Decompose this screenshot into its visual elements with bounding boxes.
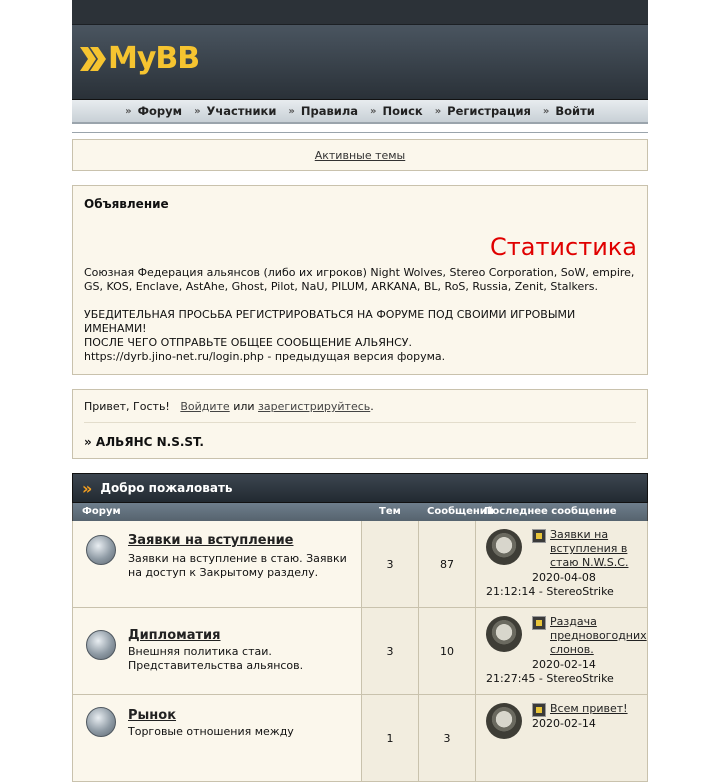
nav-label: Форум	[137, 104, 183, 118]
nav-arrow-icon: »	[125, 105, 132, 117]
forum-info-cell	[73, 521, 362, 607]
statistics-heading: Статистика	[490, 233, 637, 261]
nav-item-members[interactable]	[194, 104, 276, 118]
header	[72, 25, 648, 100]
announcement-text	[84, 266, 640, 364]
login-link[interactable]: Войдите	[180, 400, 230, 413]
category-arrow-icon: »	[82, 478, 93, 498]
col-threads: Тем	[379, 506, 401, 517]
last-post-icon	[532, 703, 546, 717]
forum-status-icon	[86, 535, 116, 565]
last-post-date: 2020-02-14	[532, 717, 596, 730]
forum-status-icon	[86, 630, 116, 660]
announcement-line: Союзная Федерация альянсов (либо их игроков) Night Wolves, Stereo Corporation, SoW, empire, GS, KOS, Enclave, AstAhe, Ghost, Pilot, NaU, PILUM, ARKANA, BL, RoS, Russia, Zenit, Stalkers.	[84, 266, 635, 293]
nav-item-register[interactable]	[435, 104, 531, 118]
forum-info-cell	[73, 695, 362, 781]
nav-label: Войти	[555, 104, 595, 118]
nav-arrow-icon: »	[542, 105, 550, 117]
last-post-icon	[532, 616, 546, 630]
greeting-text: Привет, Гость!	[84, 400, 170, 413]
breadcrumb[interactable]: » АЛЬЯНС N.S.ST.	[84, 435, 204, 449]
logo[interactable]	[80, 41, 199, 76]
last-post-cell	[476, 695, 647, 781]
nav-label: Участники	[206, 104, 277, 118]
thread-count: 3	[362, 521, 419, 607]
forum-row	[72, 695, 648, 782]
last-post-date: 2020-04-08	[532, 571, 596, 584]
announcement-title: Объявление	[84, 197, 169, 211]
nav-arrow-icon: »	[434, 105, 442, 117]
register-link[interactable]: зарегистрируйтесь	[258, 400, 371, 413]
nav-item-search[interactable]	[370, 104, 423, 118]
last-post-cell	[476, 521, 647, 607]
forum-title-link[interactable]: Заявки на вступление	[128, 533, 294, 548]
forum-row	[72, 608, 648, 695]
nav-item-login[interactable]	[543, 104, 595, 118]
avatar[interactable]	[486, 616, 522, 652]
logo-chevrons-icon	[80, 45, 106, 73]
avatar[interactable]	[486, 529, 522, 565]
main-nav	[72, 100, 648, 124]
forum-title-link[interactable]: Рынок	[128, 708, 177, 723]
nav-label: Правила	[300, 104, 359, 118]
col-posts: Сообщений	[427, 506, 494, 517]
nav-arrow-icon: »	[194, 105, 201, 117]
thread-count: 1	[362, 695, 419, 781]
divider	[84, 422, 636, 423]
logo-text: MyBB	[108, 41, 200, 76]
last-post-link[interactable]: Заявки на вступления в стаю N.W.S.C.	[550, 528, 629, 569]
last-post-cell	[476, 608, 647, 694]
announcement-box	[72, 185, 648, 375]
nav-item-forum[interactable]	[125, 104, 182, 118]
last-post-time: 21:12:14 - StereoStrike	[486, 585, 614, 598]
nav-label: Регистрация	[447, 104, 531, 118]
forum-info-cell	[73, 608, 362, 694]
last-post-link[interactable]: Раздача предновогодних слонов.	[550, 615, 647, 656]
forum-status-icon	[86, 707, 116, 737]
nav-item-rules[interactable]	[288, 104, 358, 118]
announcement-line: ПОСЛЕ ЧЕГО ОТПРАВЬТЕ ОБЩЕЕ СООБЩЕНИЕ АЛЬЯНСУ.	[84, 336, 412, 349]
welcome-box	[72, 389, 648, 459]
category-header[interactable]	[72, 473, 648, 503]
nav-arrow-icon: »	[370, 105, 377, 117]
forum-description: Заявки на вступление в стаю. Заявки на доступ к Закрытому разделу.	[128, 552, 347, 579]
nav-divider	[72, 124, 648, 133]
avatar[interactable]	[486, 703, 522, 739]
greeting-or: или	[233, 400, 255, 413]
col-forum: Форум	[82, 506, 121, 517]
category-title: Добро пожаловать	[100, 481, 233, 495]
last-post-link[interactable]: Всем привет!	[550, 702, 628, 715]
forum-description: Внешняя политика стаи. Представительства альянсов.	[128, 645, 304, 672]
nav-arrow-icon: »	[288, 105, 295, 117]
top-bar	[72, 0, 648, 25]
thread-count: 3	[362, 608, 419, 694]
active-threads-bar	[72, 139, 648, 171]
forum-title-link[interactable]: Дипломатия	[128, 628, 221, 643]
post-count: 87	[419, 521, 476, 607]
last-post-time: 21:27:45 - StereoStrike	[486, 672, 614, 685]
announcement-line: УБЕДИТЕЛЬНАЯ ПРОСЬБА РЕГИСТРИРОВАТЬСЯ НА ФОРУМЕ ПОД СВОИМИ ИГРОВЫМИ ИМЕНАМИ!	[84, 308, 576, 335]
nav-label: Поиск	[382, 104, 423, 118]
greeting-dot: .	[370, 400, 374, 413]
last-post-icon	[532, 529, 546, 543]
forum-column-headers	[72, 503, 648, 521]
last-post-date: 2020-02-14	[532, 658, 596, 671]
forum-row	[72, 521, 648, 608]
announcement-line: https://dyrb.jino-net.ru/login.php - предыдущая версия форума.	[84, 350, 446, 363]
forum-description: Торговые отношения между	[128, 725, 294, 738]
page	[72, 0, 648, 782]
col-last-post: Последнее сообщение	[484, 506, 617, 517]
guest-greeting	[84, 400, 374, 413]
active-threads-link[interactable]: Активные темы	[314, 148, 406, 162]
post-count: 3	[419, 695, 476, 781]
post-count: 10	[419, 608, 476, 694]
